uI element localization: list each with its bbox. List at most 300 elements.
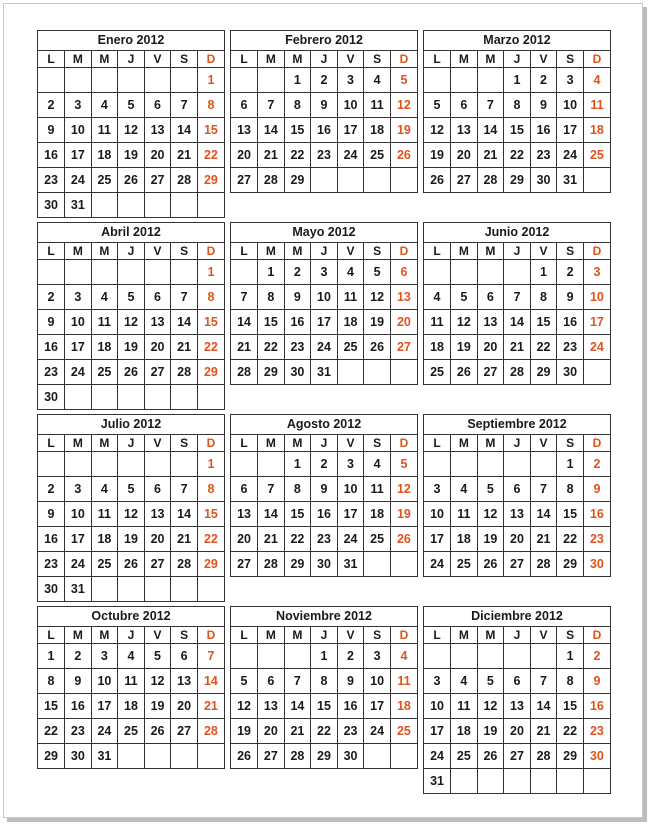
weekday-label: S [171, 243, 198, 260]
day-cell: 24 [424, 552, 451, 577]
weekday-label: S [557, 435, 584, 452]
empty-cell [144, 744, 171, 769]
day-cell: 14 [530, 694, 557, 719]
empty-cell [197, 385, 224, 410]
week-row [38, 577, 224, 602]
day-cell: 23 [311, 143, 338, 168]
day-cell: 31 [91, 744, 118, 769]
week-row [38, 93, 224, 118]
weekday-label: D [583, 435, 610, 452]
weekday-label: D [583, 243, 610, 260]
day-cell: 11 [451, 502, 478, 527]
day-cell: 12 [390, 93, 417, 118]
weekday-label: V [144, 51, 171, 68]
day-cell: 29 [38, 744, 65, 769]
day-cell: 22 [557, 719, 584, 744]
day-cell: 1 [284, 68, 311, 93]
day-cell: 21 [504, 335, 531, 360]
empty-cell [451, 260, 478, 285]
day-cell: 17 [424, 719, 451, 744]
day-cell: 22 [504, 143, 531, 168]
day-cell: 1 [557, 452, 584, 477]
week-row [424, 769, 610, 794]
day-cell: 2 [530, 68, 557, 93]
day-cell: 21 [197, 694, 224, 719]
day-cell: 23 [38, 360, 65, 385]
day-cell: 17 [311, 310, 338, 335]
empty-cell [118, 260, 145, 285]
day-cell: 7 [197, 644, 224, 669]
day-cell: 20 [504, 527, 531, 552]
weekday-label: M [258, 51, 285, 68]
day-cell: 11 [91, 118, 118, 143]
empty-cell [118, 385, 145, 410]
week-row [38, 644, 224, 669]
day-cell: 31 [557, 168, 584, 193]
day-cell: 16 [38, 143, 65, 168]
day-cell: 15 [530, 310, 557, 335]
weekday-header-row [424, 243, 610, 260]
month-grid [38, 627, 224, 768]
day-cell: 24 [337, 143, 364, 168]
day-cell: 20 [171, 694, 198, 719]
weekday-label: M [284, 243, 311, 260]
day-cell: 20 [258, 719, 285, 744]
day-cell: 20 [504, 719, 531, 744]
day-cell: 22 [197, 527, 224, 552]
empty-cell [118, 744, 145, 769]
day-cell: 13 [144, 502, 171, 527]
day-cell: 31 [424, 769, 451, 794]
empty-cell [144, 260, 171, 285]
weekday-label: M [477, 51, 504, 68]
day-cell: 11 [390, 669, 417, 694]
day-cell: 4 [390, 644, 417, 669]
day-cell: 14 [231, 310, 258, 335]
day-cell: 9 [38, 502, 65, 527]
day-cell: 8 [197, 93, 224, 118]
empty-cell [424, 644, 451, 669]
day-cell: 22 [557, 527, 584, 552]
day-cell: 1 [258, 260, 285, 285]
day-cell: 6 [231, 93, 258, 118]
empty-cell [91, 385, 118, 410]
weekday-label: L [231, 243, 258, 260]
day-cell: 17 [364, 694, 391, 719]
month-title: Septiembre 2012 [424, 415, 610, 435]
day-cell: 19 [390, 502, 417, 527]
month-8 [230, 414, 418, 577]
day-cell: 9 [311, 93, 338, 118]
month-title: Junio 2012 [424, 223, 610, 243]
weekday-label: J [504, 243, 531, 260]
day-cell: 23 [38, 168, 65, 193]
day-cell: 12 [118, 502, 145, 527]
day-cell: 21 [171, 335, 198, 360]
day-cell: 10 [65, 118, 92, 143]
day-cell: 7 [171, 285, 198, 310]
day-cell: 9 [557, 285, 584, 310]
day-cell: 29 [311, 744, 338, 769]
day-cell: 29 [557, 744, 584, 769]
weekday-label: J [118, 51, 145, 68]
day-cell: 7 [530, 669, 557, 694]
empty-cell [530, 452, 557, 477]
day-cell: 28 [231, 360, 258, 385]
day-cell: 16 [557, 310, 584, 335]
day-cell: 11 [424, 310, 451, 335]
day-cell: 26 [118, 168, 145, 193]
day-cell: 10 [311, 285, 338, 310]
day-cell: 13 [144, 310, 171, 335]
day-cell: 7 [171, 93, 198, 118]
weekday-label: L [231, 435, 258, 452]
week-row [424, 168, 610, 193]
weekday-label: D [390, 627, 417, 644]
day-cell: 4 [118, 644, 145, 669]
empty-cell [65, 68, 92, 93]
month-title: Abril 2012 [38, 223, 224, 243]
empty-cell [144, 68, 171, 93]
week-row [38, 168, 224, 193]
week-row [38, 477, 224, 502]
empty-cell [504, 644, 531, 669]
day-cell: 5 [364, 260, 391, 285]
day-cell: 17 [583, 310, 610, 335]
month-5 [230, 222, 418, 385]
day-cell: 12 [390, 477, 417, 502]
day-cell: 26 [424, 168, 451, 193]
empty-cell [258, 68, 285, 93]
week-row [231, 118, 417, 143]
weekday-header-row [231, 627, 417, 644]
day-cell: 4 [364, 452, 391, 477]
day-cell: 3 [424, 669, 451, 694]
day-cell: 25 [91, 552, 118, 577]
week-row [231, 168, 417, 193]
day-cell: 16 [583, 502, 610, 527]
day-cell: 1 [284, 452, 311, 477]
day-cell: 15 [504, 118, 531, 143]
empty-cell [424, 452, 451, 477]
weekday-label: M [284, 627, 311, 644]
day-cell: 15 [284, 502, 311, 527]
day-cell: 18 [337, 310, 364, 335]
week-row [231, 452, 417, 477]
day-cell: 21 [530, 719, 557, 744]
week-row [231, 68, 417, 93]
day-cell: 23 [583, 719, 610, 744]
week-row [38, 552, 224, 577]
weekday-header-row [38, 51, 224, 68]
weekday-label: L [424, 627, 451, 644]
day-cell: 12 [231, 694, 258, 719]
day-cell: 10 [557, 93, 584, 118]
day-cell: 15 [311, 694, 338, 719]
day-cell: 25 [91, 168, 118, 193]
day-cell: 1 [197, 68, 224, 93]
day-cell: 5 [118, 477, 145, 502]
week-row [38, 744, 224, 769]
day-cell: 20 [231, 143, 258, 168]
week-row [38, 118, 224, 143]
month-1 [37, 30, 225, 218]
day-cell: 24 [65, 552, 92, 577]
weekday-header-row [231, 243, 417, 260]
day-cell: 16 [65, 694, 92, 719]
weekday-label: S [557, 51, 584, 68]
day-cell: 24 [337, 527, 364, 552]
empty-cell [171, 68, 198, 93]
weekday-label: S [171, 51, 198, 68]
day-cell: 21 [171, 527, 198, 552]
day-cell: 7 [284, 669, 311, 694]
weekday-label: M [477, 243, 504, 260]
day-cell: 5 [477, 669, 504, 694]
week-row [38, 385, 224, 410]
month-2 [230, 30, 418, 193]
day-cell: 19 [144, 694, 171, 719]
day-cell: 12 [451, 310, 478, 335]
month-title: Mayo 2012 [231, 223, 417, 243]
day-cell: 22 [197, 335, 224, 360]
day-cell: 24 [91, 719, 118, 744]
day-cell: 31 [65, 193, 92, 218]
month-9 [423, 414, 611, 577]
week-row [424, 310, 610, 335]
day-cell: 2 [65, 644, 92, 669]
day-cell: 1 [197, 452, 224, 477]
day-cell: 27 [231, 168, 258, 193]
empty-cell [91, 452, 118, 477]
day-cell: 19 [390, 118, 417, 143]
empty-cell [91, 68, 118, 93]
day-cell: 29 [284, 552, 311, 577]
empty-cell [477, 452, 504, 477]
week-row [424, 260, 610, 285]
day-cell: 1 [557, 644, 584, 669]
weekday-label: M [258, 243, 285, 260]
weekday-header-row [424, 435, 610, 452]
empty-cell [477, 644, 504, 669]
day-cell: 16 [311, 502, 338, 527]
day-cell: 10 [424, 694, 451, 719]
week-row [231, 552, 417, 577]
month-title: Diciembre 2012 [424, 607, 610, 627]
day-cell: 18 [91, 143, 118, 168]
day-cell: 11 [364, 93, 391, 118]
day-cell: 8 [557, 669, 584, 694]
day-cell: 16 [337, 694, 364, 719]
day-cell: 3 [364, 644, 391, 669]
day-cell: 23 [530, 143, 557, 168]
day-cell: 1 [38, 644, 65, 669]
week-row [424, 644, 610, 669]
day-cell: 22 [284, 527, 311, 552]
week-row [231, 335, 417, 360]
day-cell: 25 [390, 719, 417, 744]
empty-cell [231, 260, 258, 285]
day-cell: 13 [390, 285, 417, 310]
weekday-label: V [144, 627, 171, 644]
week-row [38, 143, 224, 168]
day-cell: 14 [197, 669, 224, 694]
day-cell: 26 [477, 744, 504, 769]
empty-cell [477, 68, 504, 93]
day-cell: 12 [477, 502, 504, 527]
day-cell: 18 [424, 335, 451, 360]
weekday-label: L [424, 435, 451, 452]
day-cell: 6 [144, 93, 171, 118]
empty-cell [171, 260, 198, 285]
day-cell: 22 [311, 719, 338, 744]
week-row [231, 477, 417, 502]
week-row [424, 452, 610, 477]
week-row [38, 452, 224, 477]
month-7 [37, 414, 225, 602]
day-cell: 18 [91, 527, 118, 552]
week-row [424, 744, 610, 769]
day-cell: 18 [390, 694, 417, 719]
empty-cell [451, 769, 478, 794]
day-cell: 27 [451, 168, 478, 193]
day-cell: 15 [258, 310, 285, 335]
day-cell: 28 [258, 552, 285, 577]
empty-cell [284, 644, 311, 669]
day-cell: 14 [258, 502, 285, 527]
day-cell: 4 [91, 477, 118, 502]
week-row [38, 310, 224, 335]
day-cell: 19 [477, 719, 504, 744]
day-cell: 10 [364, 669, 391, 694]
day-cell: 19 [118, 335, 145, 360]
day-cell: 6 [258, 669, 285, 694]
day-cell: 23 [557, 335, 584, 360]
empty-cell [451, 68, 478, 93]
month-6 [423, 222, 611, 385]
day-cell: 12 [364, 285, 391, 310]
day-cell: 21 [171, 143, 198, 168]
weekday-label: M [65, 243, 92, 260]
month-3 [423, 30, 611, 193]
day-cell: 7 [171, 477, 198, 502]
day-cell: 28 [284, 744, 311, 769]
day-cell: 22 [258, 335, 285, 360]
day-cell: 30 [284, 360, 311, 385]
weekday-label: L [38, 243, 65, 260]
week-row [231, 260, 417, 285]
weekday-label: L [38, 627, 65, 644]
weekday-label: M [284, 51, 311, 68]
day-cell: 28 [530, 552, 557, 577]
weekday-label: J [311, 435, 338, 452]
weekday-header-row [424, 627, 610, 644]
day-cell: 11 [91, 502, 118, 527]
week-row [424, 93, 610, 118]
weekday-label: D [197, 435, 224, 452]
day-cell: 31 [65, 577, 92, 602]
weekday-label: M [65, 435, 92, 452]
week-row [424, 335, 610, 360]
day-cell: 23 [65, 719, 92, 744]
day-cell: 28 [504, 360, 531, 385]
weekday-label: M [451, 243, 478, 260]
empty-cell [504, 452, 531, 477]
day-cell: 18 [364, 502, 391, 527]
day-cell: 19 [451, 335, 478, 360]
weekday-label: J [118, 243, 145, 260]
day-cell: 9 [311, 477, 338, 502]
weekday-label: L [231, 51, 258, 68]
day-cell: 10 [337, 477, 364, 502]
weekday-label: S [171, 627, 198, 644]
week-row [38, 360, 224, 385]
day-cell: 30 [530, 168, 557, 193]
day-cell: 3 [583, 260, 610, 285]
day-cell: 25 [364, 527, 391, 552]
day-cell: 17 [65, 143, 92, 168]
day-cell: 25 [451, 552, 478, 577]
empty-cell [451, 452, 478, 477]
day-cell: 6 [504, 669, 531, 694]
day-cell: 13 [504, 502, 531, 527]
day-cell: 13 [477, 310, 504, 335]
day-cell: 13 [144, 118, 171, 143]
day-cell: 27 [504, 744, 531, 769]
weekday-label: V [144, 243, 171, 260]
weekday-label: L [231, 627, 258, 644]
day-cell: 15 [197, 310, 224, 335]
empty-cell [364, 552, 391, 577]
empty-cell [197, 577, 224, 602]
day-cell: 22 [197, 143, 224, 168]
empty-cell [65, 260, 92, 285]
day-cell: 10 [424, 502, 451, 527]
weekday-label: M [91, 435, 118, 452]
day-cell: 6 [144, 477, 171, 502]
week-row [231, 310, 417, 335]
day-cell: 19 [364, 310, 391, 335]
weekday-label: S [364, 51, 391, 68]
empty-cell [65, 452, 92, 477]
week-row [231, 143, 417, 168]
empty-cell [390, 552, 417, 577]
day-cell: 27 [144, 168, 171, 193]
weekday-label: M [258, 627, 285, 644]
empty-cell [504, 769, 531, 794]
empty-cell [144, 385, 171, 410]
week-row [231, 360, 417, 385]
empty-cell [38, 452, 65, 477]
weekday-label: M [451, 51, 478, 68]
day-cell: 30 [65, 744, 92, 769]
month-grid [38, 51, 224, 217]
month-12 [423, 606, 611, 794]
day-cell: 29 [197, 168, 224, 193]
month-title: Octubre 2012 [38, 607, 224, 627]
day-cell: 19 [118, 527, 145, 552]
day-cell: 4 [583, 68, 610, 93]
day-cell: 6 [477, 285, 504, 310]
empty-cell [258, 452, 285, 477]
day-cell: 15 [197, 502, 224, 527]
day-cell: 8 [284, 93, 311, 118]
month-4 [37, 222, 225, 410]
day-cell: 24 [583, 335, 610, 360]
weekday-label: M [258, 435, 285, 452]
day-cell: 7 [231, 285, 258, 310]
day-cell: 6 [451, 93, 478, 118]
